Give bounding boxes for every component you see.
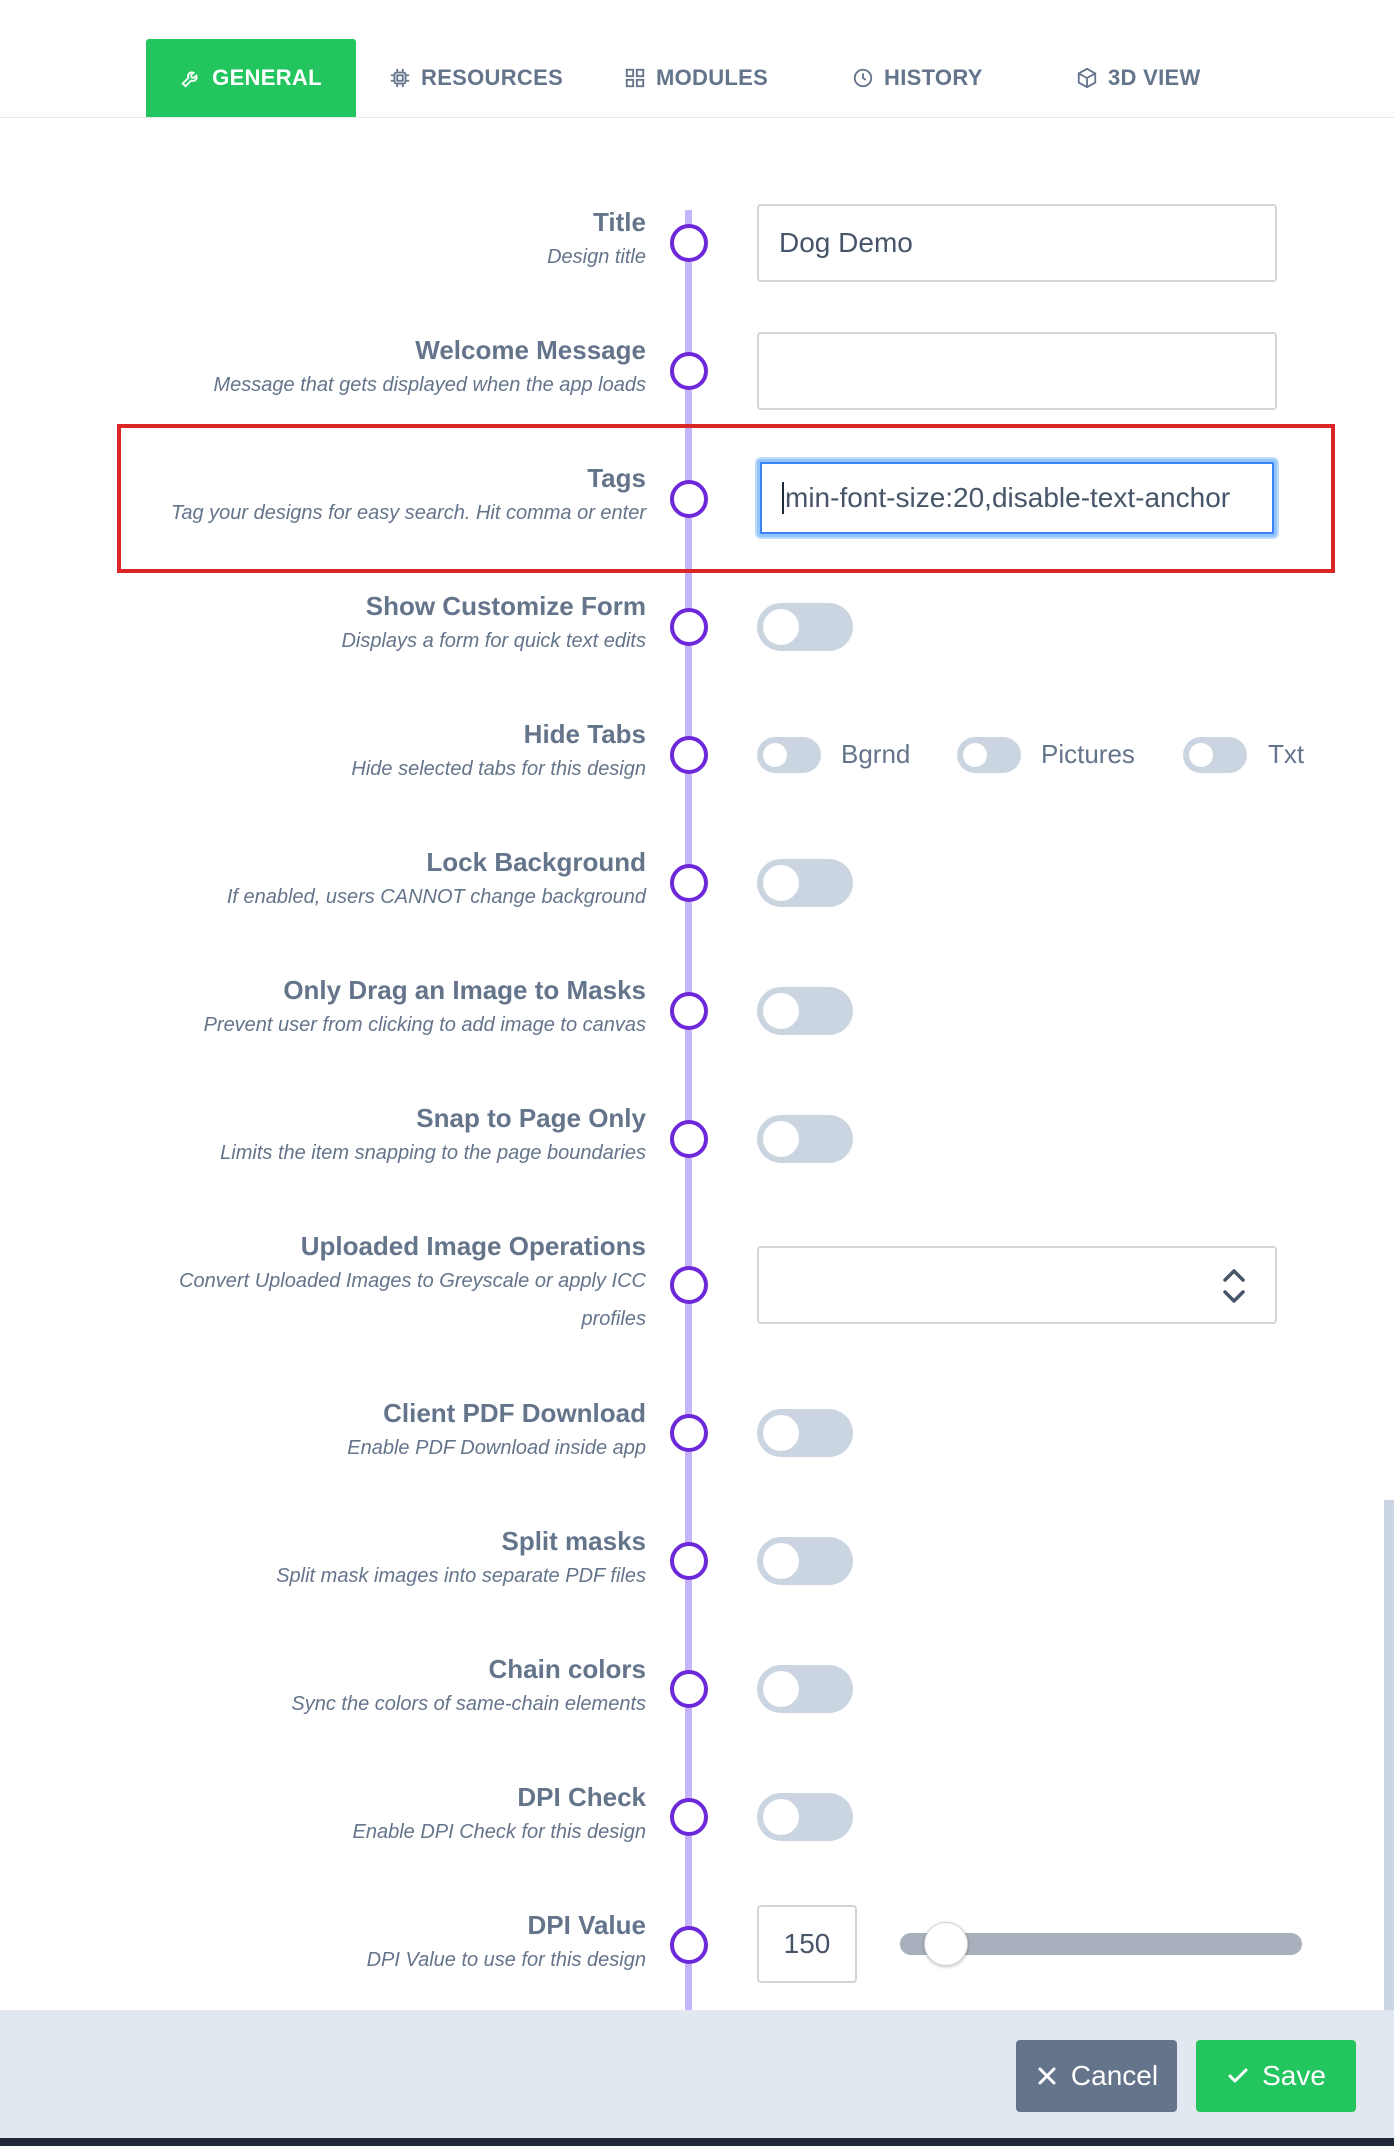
field-label: Show Customize Form <box>365 591 646 621</box>
check-icon <box>1226 2064 1250 2088</box>
field-description: If enabled, users CANNOT change background <box>226 886 646 908</box>
tab-label: 3D VIEW <box>1108 65 1201 90</box>
client-pdf-download-toggle[interactable] <box>757 1409 853 1457</box>
save-label: Save <box>1262 2060 1326 2091</box>
cancel-label: Cancel <box>1070 2060 1159 2091</box>
field-label: Client PDF Download <box>383 1398 646 1428</box>
timeline-node <box>670 1926 708 1964</box>
split-masks-label-block <box>86 1525 646 1595</box>
timeline-node <box>670 352 708 390</box>
footer-bar <box>0 2010 1394 2146</box>
lock-bg-label-block <box>86 846 646 916</box>
timeline-node <box>670 736 708 774</box>
toggle-knob <box>763 1121 799 1157</box>
tags-highlight-box <box>117 424 1335 573</box>
snap-page-label-block <box>86 1102 646 1172</box>
field-description: Convert Uploaded Images to Greyscale or apply ICC <box>179 1270 646 1292</box>
timeline-node <box>670 1414 708 1452</box>
uploaded-ops-label-block <box>86 1230 646 1338</box>
hide-tabs-label-block <box>86 718 646 788</box>
timeline-node <box>670 992 708 1030</box>
field-label: Tags <box>587 463 646 493</box>
hide-bgrnd-toggle[interactable] <box>757 737 821 773</box>
timeline-node <box>670 1798 708 1836</box>
drag-to-masks-toggle[interactable] <box>757 987 853 1035</box>
chevron-up-down-icon <box>1221 1266 1247 1306</box>
customize-form-toggle[interactable] <box>757 603 853 651</box>
field-description: Split mask images into separate PDF files <box>276 1565 646 1587</box>
toggle-knob <box>763 1543 799 1579</box>
chain-colors-toggle[interactable] <box>757 1665 853 1713</box>
dpi-slider-thumb[interactable] <box>924 1922 968 1966</box>
split-masks-toggle[interactable] <box>757 1537 853 1585</box>
client-pdf-label-block <box>86 1397 646 1467</box>
tab-general[interactable] <box>146 39 356 117</box>
timeline-node <box>670 864 708 902</box>
customize-label-block <box>86 590 646 660</box>
cube-icon <box>1076 67 1098 89</box>
timeline-node <box>670 1542 708 1580</box>
field-label: Uploaded Image Operations <box>300 1231 646 1261</box>
field-description: Tag your designs for easy search. Hit comma or enter <box>170 502 646 524</box>
toggle-knob <box>1189 743 1213 767</box>
field-label: Only Drag an Image to Masks <box>283 975 646 1005</box>
snap-to-page-toggle[interactable] <box>757 1115 853 1163</box>
timeline-node <box>670 1670 708 1708</box>
title-input[interactable]: Dog Demo <box>757 204 1277 282</box>
field-label: DPI Value <box>527 1910 646 1940</box>
toggle-knob <box>763 743 787 767</box>
field-description: Enable PDF Download inside app <box>347 1437 646 1459</box>
wrench-icon <box>180 67 202 89</box>
field-label: Welcome Message <box>415 335 646 365</box>
dpi-value-input[interactable]: 150 <box>757 1905 857 1983</box>
field-description: Enable DPI Check for this design <box>352 1821 646 1843</box>
cancel-button[interactable] <box>1016 2040 1177 2112</box>
field-description-continued: profiles <box>581 1308 646 1330</box>
hide-pictures-toggle[interactable] <box>957 737 1021 773</box>
toggle-knob <box>763 1799 799 1835</box>
scrollbar-thumb[interactable] <box>1384 1500 1394 2010</box>
field-description: DPI Value to use for this design <box>366 1949 646 1971</box>
tags-input-value: min-font-size:20,disable-text-anchor <box>785 482 1231 513</box>
toggle-knob <box>763 865 799 901</box>
welcome-message-input[interactable] <box>757 332 1277 410</box>
tab-modules[interactable] <box>624 39 768 117</box>
tab-label: MODULES <box>656 65 769 90</box>
field-label: DPI Check <box>517 1782 646 1812</box>
timeline-node <box>670 608 708 646</box>
tab-bar <box>0 0 1394 118</box>
hide-bgrnd-label: Bgrnd <box>841 739 911 769</box>
hide-txt-label: Txt <box>1268 739 1305 769</box>
chain-colors-label-block <box>86 1653 646 1723</box>
tab-history[interactable] <box>852 39 983 117</box>
hide-txt-toggle[interactable] <box>1183 737 1247 773</box>
field-label: Snap to Page Only <box>416 1103 646 1133</box>
field-description: Limits the item snapping to the page boundaries <box>220 1142 646 1164</box>
field-description: Message that gets displayed when the app loads <box>213 374 646 396</box>
toggle-knob <box>963 743 987 767</box>
grid-icon <box>624 67 646 89</box>
field-description: Hide selected tabs for this design <box>351 758 646 780</box>
field-description: Prevent user from clicking to add image to canvas <box>203 1014 646 1036</box>
field-label: Chain colors <box>488 1654 646 1684</box>
dpi-check-label-block <box>86 1781 646 1851</box>
welcome-label-block <box>86 334 646 404</box>
taskbar-strip <box>0 2138 1394 2146</box>
field-description: Design title <box>547 246 646 268</box>
toggle-knob <box>763 609 799 645</box>
field-label: Title <box>593 207 646 237</box>
lock-background-toggle[interactable] <box>757 859 853 907</box>
timeline-node <box>670 224 708 262</box>
hide-pictures-label: Pictures <box>1041 739 1135 769</box>
tab-resources[interactable] <box>389 39 563 117</box>
field-label: Hide Tabs <box>523 719 646 749</box>
field-description: Displays a form for quick text edits <box>341 630 646 652</box>
tab-label: RESOURCES <box>421 65 564 90</box>
toggle-knob <box>763 1671 799 1707</box>
clock-icon <box>852 67 874 89</box>
title-label-block <box>86 206 646 276</box>
close-icon <box>1035 2064 1059 2088</box>
dpi-value-label-block <box>86 1909 646 1979</box>
save-button[interactable] <box>1196 2040 1356 2112</box>
uploaded-image-operations-select[interactable] <box>757 1246 1277 1324</box>
tab-3d-view[interactable] <box>1076 39 1201 117</box>
timeline-node <box>670 1266 708 1304</box>
timeline-node <box>670 1120 708 1158</box>
field-label: Split masks <box>501 1526 646 1556</box>
field-description: Sync the colors of same-chain elements <box>291 1693 646 1715</box>
tab-label: GENERAL <box>212 65 322 90</box>
toggle-knob <box>763 1415 799 1451</box>
field-label: Lock Background <box>426 847 646 877</box>
tab-label: HISTORY <box>884 65 983 90</box>
drag-masks-label-block <box>86 974 646 1044</box>
chip-icon <box>389 67 411 89</box>
toggle-knob <box>763 993 799 1029</box>
dpi-check-toggle[interactable] <box>757 1793 853 1841</box>
